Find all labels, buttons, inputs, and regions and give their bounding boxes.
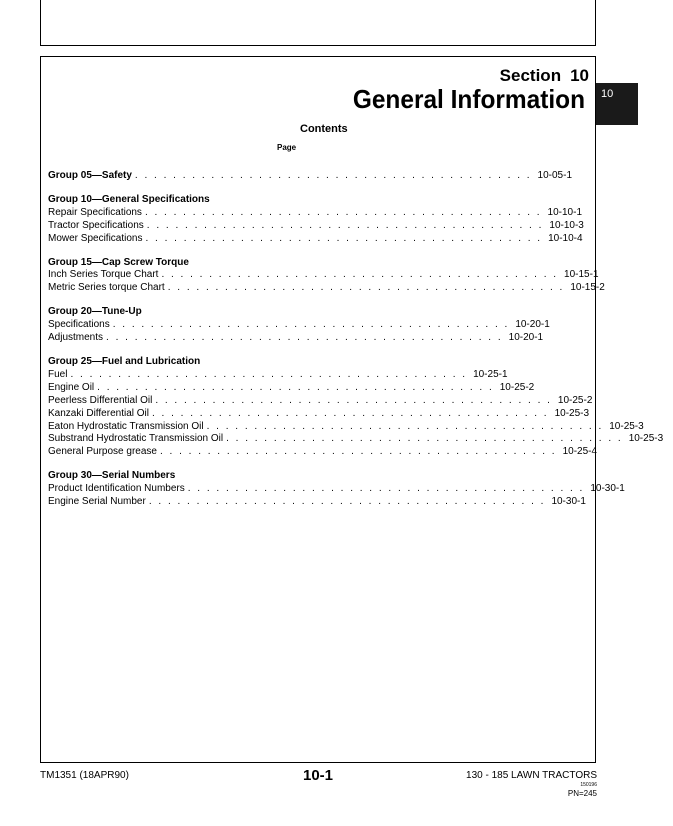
toc-entry-page: 10-10-3	[549, 219, 584, 231]
toc-group-heading-label: Group 05—Safety	[48, 170, 132, 181]
dot-leader: . . . . . . . . . . . . . . . . . . . . . . . . . . . . . . . . . . . . . . . . . .	[144, 206, 542, 218]
toc-entry-page: 10-30-1	[551, 496, 586, 508]
dot-leader: . . . . . . . . . . . . . . . . . . . . . . . . . . . . . . . . . . . . . . . . . .	[155, 394, 552, 406]
dot-leader: . . . . . . . . . . . . . . . . . . . . . . . . . . . . . . . . . . . . . . . . . .	[145, 232, 543, 244]
page-number: 10-1	[303, 767, 334, 784]
toc-entry	[48, 332, 544, 345]
dot-leader: . . . . . . . . . . . . . . . . . . . . . . . . . . . . . . . . . . . . . . . . . .	[151, 407, 549, 419]
dot-leader: . . . . . . . . . . . . . . . . . . . . . . . . . . . . . . . . . . . . . . . . . .	[161, 269, 559, 281]
toc-entry	[48, 232, 583, 246]
dot-leader: . . . . . . . . . . . . . . . . . . . . . . . . . . . . . . . . . . . . . . . . . .	[148, 496, 546, 508]
toc-group	[48, 170, 572, 183]
dot-leader: . . . . . . . . . . . . . . . . . . . . . . . . . . . . . . . . . . . . . . . . . .	[112, 319, 510, 331]
toc-group-heading: Group 25—Fuel and Lubrication	[48, 355, 201, 367]
toc-entry-page: 10-25-3	[609, 420, 644, 432]
product-name: 130 - 185 LAWN TRACTORS	[466, 770, 597, 781]
toc-entry	[48, 319, 550, 332]
toc-group-heading	[48, 170, 572, 183]
toc-entry-label: Engine Serial Number	[48, 496, 146, 508]
top-frame	[40, 0, 596, 46]
toc-group-heading: Group 15—Cap Screw Torque	[48, 256, 189, 268]
toc-entry-page: 10-25-4	[562, 446, 598, 458]
section-tab-label: 10	[601, 88, 614, 100]
toc-entry-page: 10-15-2	[570, 282, 605, 294]
toc-entry-page: 10-20-1	[515, 319, 550, 331]
toc-entry-page: 10-25-1	[473, 368, 508, 380]
manual-id: TM1351 (18APR90)	[40, 770, 129, 781]
dot-leader: . . . . . . . . . . . . . . . . . . . . . . . . . . . . . . . . . . . . . . . . . .	[146, 219, 544, 231]
contents-title: Contents	[300, 123, 348, 135]
section-number: 10	[570, 66, 589, 85]
toc-entry	[48, 420, 644, 434]
toc-entry-label: Tractor Specifications	[48, 219, 144, 231]
toc-group-heading: Group 10—General Specifications	[48, 193, 210, 205]
dot-leader: . . . . . . . . . . . . . . . . . . . . . . . . . . . . . . . . . . . . . . . . . .	[134, 170, 532, 181]
toc-group	[48, 470, 625, 509]
toc-group-heading-page: 10-05-1	[537, 170, 572, 181]
toc-entry	[48, 282, 605, 295]
toc-entry-label: General Purpose grease	[48, 446, 157, 458]
toc-entry-page: 10-25-2	[499, 381, 535, 393]
toc-entry	[48, 394, 593, 408]
toc-entry-label: Metric Series torque Chart	[48, 282, 165, 294]
page-title: General Information	[352, 84, 585, 114]
page-column-label: Page	[277, 143, 297, 152]
toc-entry	[48, 381, 535, 395]
toc-entry-label: Product Identification Numbers	[48, 483, 185, 495]
toc-entry-label: Kanzaki Differential Oil	[48, 407, 149, 419]
dot-leader: . . . . . . . . . . . . . . . . . . . . . . . . . . . . . . . . . . . . . . . . . .	[159, 446, 557, 458]
toc-entry-page: 10-25-2	[557, 394, 593, 406]
dot-leader: . . . . . . . . . . . . . . . . . . . . . . . . . . . . . . . . . . . . . . . . . .	[187, 483, 585, 495]
toc-entry-page: 10-20-1	[508, 332, 544, 344]
dot-leader: . . . . . . . . . . . . . . . . . . . . . . . . . . . . . . . . . . . . . . . . . .	[167, 282, 565, 294]
toc-entry	[48, 269, 599, 282]
toc-group-heading: Group 30—Serial Numbers	[48, 470, 176, 482]
dot-leader: . . . . . . . . . . . . . . . . . . . . . . . . . . . . . . . . . . . . . . . . . .	[97, 381, 494, 393]
table-of-contents	[48, 170, 664, 520]
section-label	[500, 66, 589, 86]
toc-group	[48, 306, 550, 345]
dot-leader: . . . . . . . . . . . . . . . . . . . . . . . . . . . . . . . . . . . . . . . . . .	[106, 332, 503, 344]
toc-entry-page: 10-30-1	[590, 483, 625, 495]
toc-entry	[48, 446, 598, 459]
toc-entry-label: Inch Series Torque Chart	[48, 269, 159, 281]
toc-entry-page: 10-10-4	[548, 232, 583, 244]
toc-group	[48, 355, 664, 459]
toc-entry	[48, 407, 590, 421]
toc-entry	[48, 496, 586, 509]
toc-entry-label: Engine Oil	[48, 381, 95, 393]
toc-group-heading: Group 20—Tune-Up	[48, 306, 142, 318]
toc-entry-label: Peerless Differential Oil	[48, 394, 153, 406]
toc-group	[48, 256, 605, 296]
toc-entry-label: Adjustments	[48, 332, 104, 344]
toc-entry-page: 10-25-3	[628, 433, 664, 445]
toc-group	[48, 193, 584, 246]
toc-entry	[48, 219, 584, 233]
toc-entry	[48, 368, 508, 382]
date-code: 150196	[580, 782, 597, 788]
toc-entry-page: 10-15-1	[564, 269, 599, 281]
toc-entry-label: Substrand Hydrostatic Transmission Oil	[48, 433, 224, 445]
section-word: Section	[499, 66, 562, 85]
toc-entry-page: 10-10-1	[547, 206, 583, 218]
toc-entry	[48, 433, 664, 446]
section-tab	[596, 83, 638, 125]
toc-entry-label: Repair Specifications	[48, 206, 142, 218]
dot-leader: . . . . . . . . . . . . . . . . . . . . . . . . . . . . . . . . . . . . . . . . . .	[226, 433, 623, 445]
toc-entry-label: Specifications	[48, 319, 110, 331]
pn-code: PN=245	[567, 789, 597, 798]
toc-entry-label: Fuel	[48, 368, 68, 380]
toc-entry-page: 10-25-3	[554, 407, 590, 419]
toc-entry	[48, 483, 625, 496]
toc-entry-label: Eaton Hydrostatic Transmission Oil	[48, 420, 204, 432]
toc-entry-label: Mower Specifications	[48, 232, 143, 244]
dot-leader: . . . . . . . . . . . . . . . . . . . . . . . . . . . . . . . . . . . . . . . . . .	[206, 420, 604, 432]
dot-leader: . . . . . . . . . . . . . . . . . . . . . . . . . . . . . . . . . . . . . . . . . .	[70, 368, 468, 380]
toc-entry	[48, 206, 583, 220]
